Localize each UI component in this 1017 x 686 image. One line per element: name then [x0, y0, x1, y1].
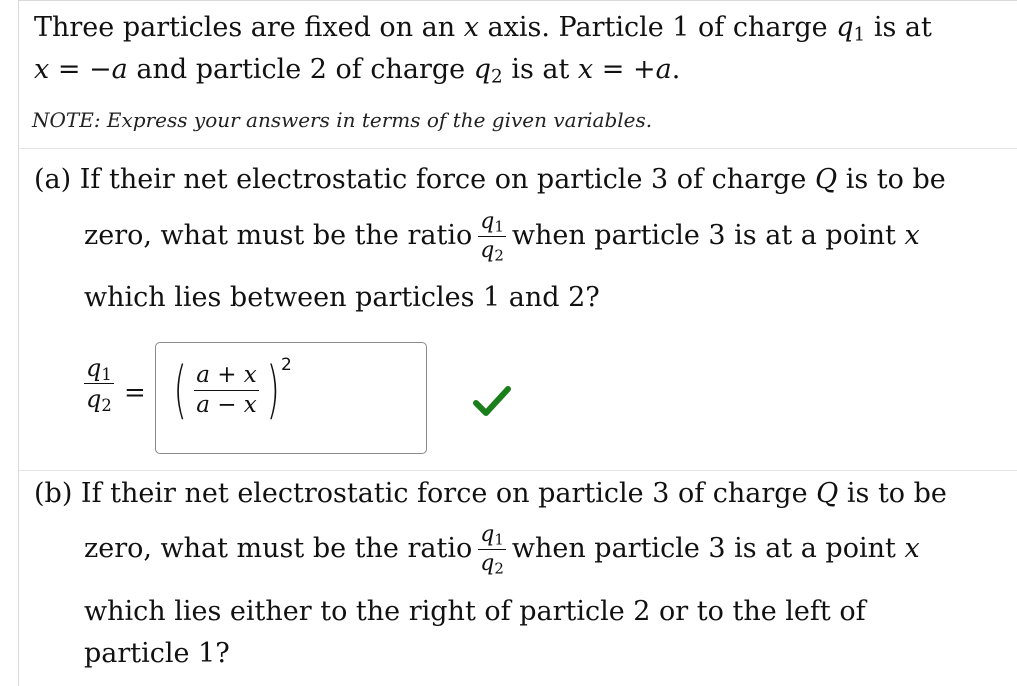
answer-exponent: 2	[280, 355, 292, 375]
checkmark-icon	[472, 384, 512, 420]
part-a-line-3: which lies between particles 1 and 2?	[84, 282, 600, 313]
part-a-line-1: (a) If their net electrostatic force on particle 3 of charge Q is to be	[34, 164, 946, 195]
intro-line-2: x = −a and particle 2 of charge $q_2$ is at x = +a.	[34, 54, 681, 88]
divider	[19, 470, 1017, 471]
equals-sign: =	[124, 378, 146, 408]
answer-fraction: $\frac{a + x}{a - x}$	[196, 361, 257, 418]
divider	[19, 148, 1017, 149]
right-paren: )	[266, 353, 280, 426]
part-a-line-2: zero, what must be the ratio $\frac{q_1}{q_2}$ when particle 3 is at a point x	[84, 209, 920, 265]
ratio-fraction: $\frac{q_1}{q_2}$	[480, 522, 504, 578]
left-paren: (	[173, 353, 187, 426]
intro-line-1: Three particles are fixed on an x axis. Particle 1 of charge $q_1$ is at	[34, 12, 932, 46]
answer-expression	[168, 353, 292, 426]
ratio-fraction: $\frac{q_1}{q_2}$	[480, 209, 504, 265]
part-b-line-3: which lies either to the right of particle 2 or to the left of	[84, 596, 866, 627]
answer-lhs-fraction: $\frac{q_1}{q_2}$	[86, 354, 112, 416]
note-text: NOTE: Express your answers in terms of the given variables.	[32, 108, 653, 132]
part-b-line-1: (b) If their net electrostatic force on particle 3 of charge Q is to be	[34, 478, 947, 509]
part-b-line-2: zero, what must be the ratio $\frac{q_1}{q_2}$ when particle 3 is at a point x	[84, 522, 920, 578]
answer-input-a[interactable]	[155, 342, 427, 454]
part-b-line-4: particle 1?	[84, 638, 230, 669]
